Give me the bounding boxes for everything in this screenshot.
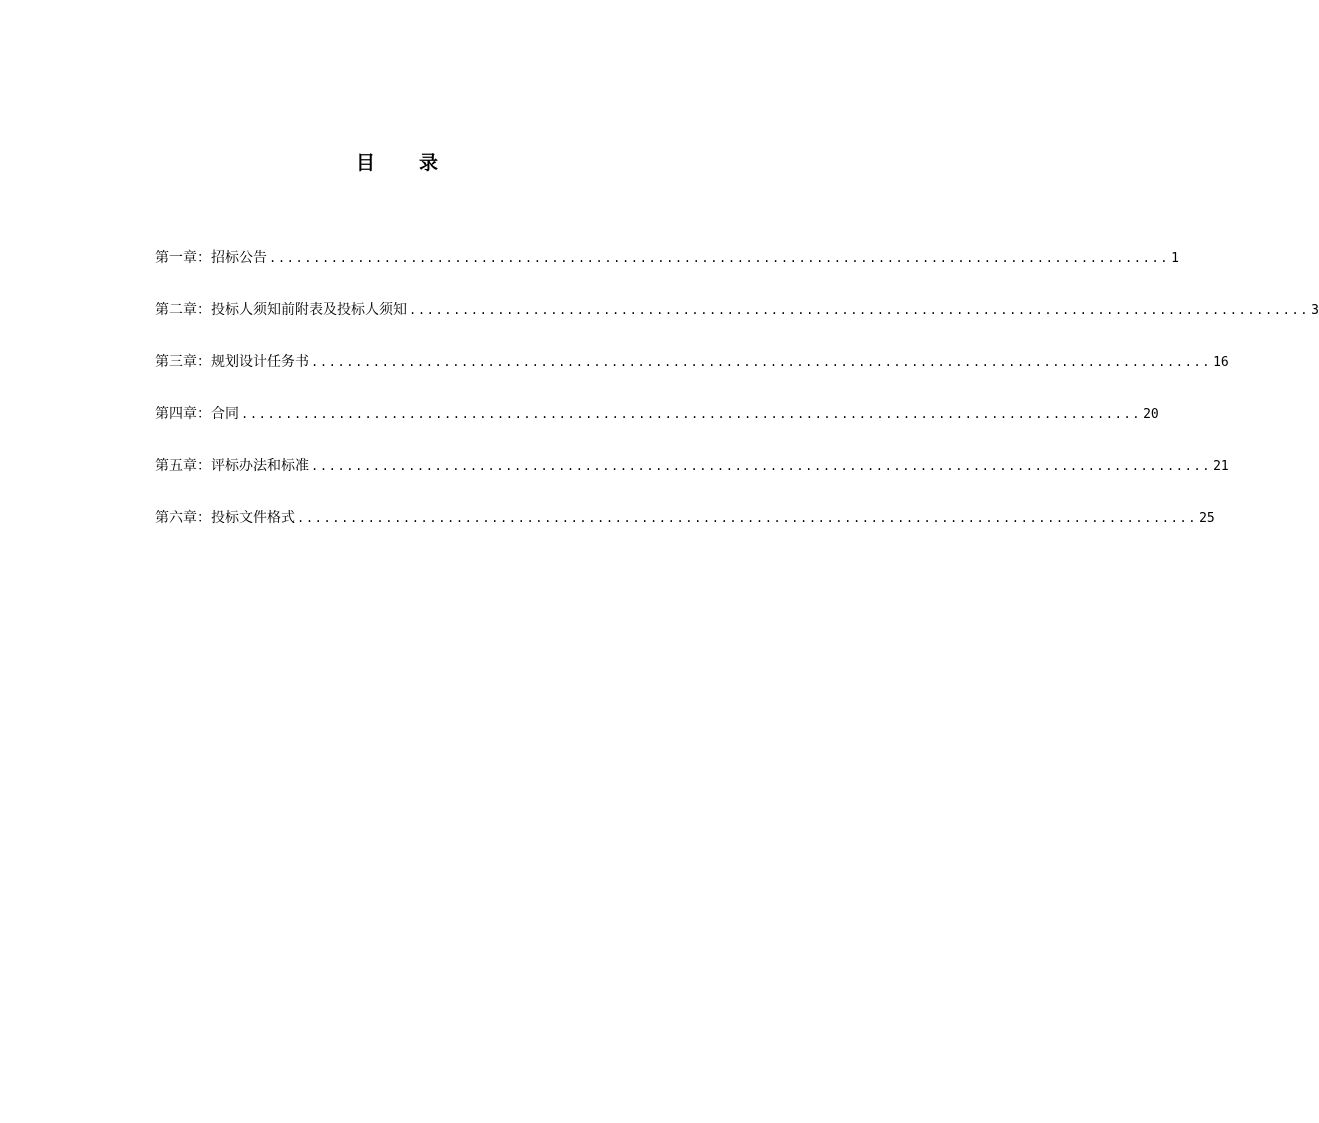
toc-entry-label: 第五章：评标办法和标准 <box>155 458 309 474</box>
dot-leader: ...................................................................................................... <box>241 407 1142 421</box>
toc-page-number: 20 <box>1143 407 1159 422</box>
toc-entry-chapter-6[interactable] <box>155 508 1215 560</box>
toc-page-number: 3 <box>1311 303 1319 318</box>
dot-leader: ...................................................................................................... <box>311 355 1212 369</box>
toc-entry-chapter-2[interactable] <box>155 300 1319 352</box>
toc-entry-label: 第一章：招标公告 <box>155 250 267 266</box>
toc-entry-chapter-4[interactable] <box>155 404 1159 456</box>
dot-leader: ...................................................................................................... <box>409 303 1310 317</box>
dot-leader: ...................................................................................................... <box>311 459 1212 473</box>
toc-entry-label: 第四章：合同 <box>155 406 239 422</box>
toc-entry-chapter-5[interactable] <box>155 456 1229 508</box>
toc-title-char-1: 目 <box>355 152 375 174</box>
toc-entry-label: 第三章：规划设计任务书 <box>155 354 309 370</box>
dot-leader: ...................................................................................................... <box>297 511 1198 525</box>
toc-entry-label: 第二章：投标人须知前附表及投标人须知 <box>155 302 407 318</box>
toc-entry-chapter-1[interactable] <box>155 248 1179 300</box>
toc-page-number: 16 <box>1213 355 1229 370</box>
toc-entry-label: 第六章：投标文件格式 <box>155 510 295 526</box>
toc-page-number: 21 <box>1213 459 1229 474</box>
toc-title-char-2: 录 <box>419 152 439 174</box>
toc-title <box>0 148 794 175</box>
dot-leader: ...................................................................................................... <box>269 251 1170 265</box>
toc-entry-chapter-3[interactable] <box>155 352 1229 404</box>
toc-list <box>155 248 1319 560</box>
toc-page-number: 25 <box>1199 511 1215 526</box>
toc-page-number: 1 <box>1171 251 1179 266</box>
